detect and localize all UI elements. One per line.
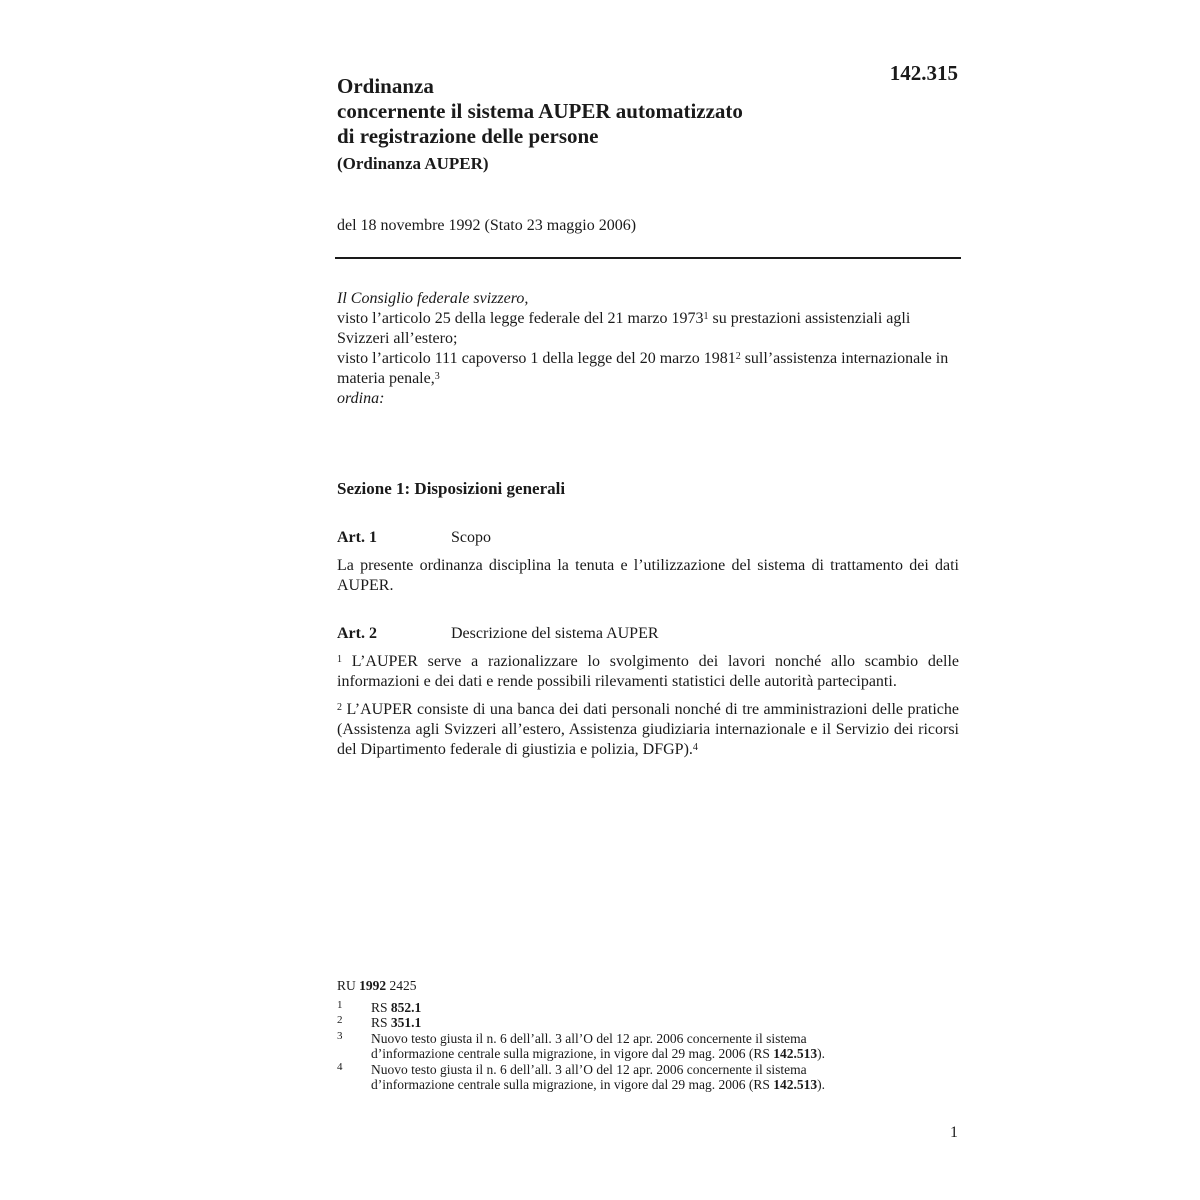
footnote-ref-2[interactable]: 2 [735, 351, 741, 362]
article-2 [337, 624, 959, 768]
page-number: 1 [950, 1124, 958, 1141]
footnote-item: 4 Nuovo testo giusta il n. 6 dell’all. 3 all’O del 12 apr. 2006 concernente il sistema d’informazione centrale sulla migrazione, in vigore dal 29 mag. 2006 (RS 142.513). [337, 1060, 826, 1092]
paragraph-number: 1 [337, 654, 342, 665]
article-number: Art. 1 [337, 529, 377, 546]
article-title: Scopo [451, 529, 491, 546]
enacting-clause: ordina: [337, 390, 385, 407]
article-paragraph: $^1$ L’AUPER serve a razionalizzare lo svolgimento dei lavori nonché allo scambio delle informazioni e dei dati e rende possibili rilevamenti statistici delle autorità partecipanti. [337, 653, 959, 690]
preamble [337, 289, 959, 409]
paragraph-number: 2 [337, 702, 342, 713]
short-title: (Ordinanza AUPER) [337, 154, 489, 173]
article-number: Art. 2 [337, 625, 377, 642]
ru-reference: RU 1992 2425 [337, 978, 417, 993]
footnote-ref-3[interactable]: 3 [434, 371, 440, 382]
footnotes [337, 978, 937, 1093]
article-paragraph: La presente ordinanza disciplina la tenuta e l’utilizzazione del sistema di trattamento dei dati AUPER. [337, 557, 959, 594]
recital-2: visto l’articolo 111 capoverso 1 della legge del 20 marzo 1981$^2$ sull’assistenza internazionale in materia penale,$^3$ [337, 350, 949, 387]
sr-number: 142.315 [889, 61, 958, 85]
section-heading: Sezione 1: Disposizioni generali [337, 479, 566, 498]
footnote-item: 3 Nuovo testo giusta il n. 6 dell’all. 3 all’O del 12 apr. 2006 concernente il sistema d’informazione centrale sulla migrazione, in vigore dal 29 mag. 2006 (RS 142.513). [337, 1029, 826, 1061]
article-1 [337, 528, 959, 604]
footnote-ref-4[interactable]: 4 [692, 742, 698, 753]
date-line: del 18 novembre 1992 (Stato 23 maggio 2006) [337, 217, 637, 234]
header-divider [335, 257, 961, 259]
article-paragraph: $^2$ L’AUPER consiste di una banca dei dati personali nonché di tre amministrazioni delle pratiche (Assistenza agli Svizzeri all’estero, Assistenza giudiziaria internazionale e il Servizio dei ricorsi del Dipartimento federale di giustizia e polizia, DFGP).$^4$ [337, 701, 959, 758]
footnote-ref-1[interactable]: 1 [703, 311, 709, 322]
recital-1: visto l’articolo 25 della legge federale del 21 marzo 1973$^1$ su prestazioni assistenziali agli Svizzeri all’estero; [337, 310, 911, 347]
ordinance-title [337, 74, 857, 175]
title-line-2: concernente il sistema AUPER automatizzato [337, 99, 743, 123]
title-line-3: di registrazione delle persone [337, 124, 599, 148]
title-line-1: Ordinanza [337, 74, 434, 98]
footnote-item: 2 RS 351.1 [337, 1014, 422, 1030]
enacting-authority: Il Consiglio federale svizzero, [337, 290, 529, 307]
article-title: Descrizione del sistema AUPER [451, 625, 659, 642]
footnote-item: 1 RS 852.1 [337, 998, 422, 1015]
